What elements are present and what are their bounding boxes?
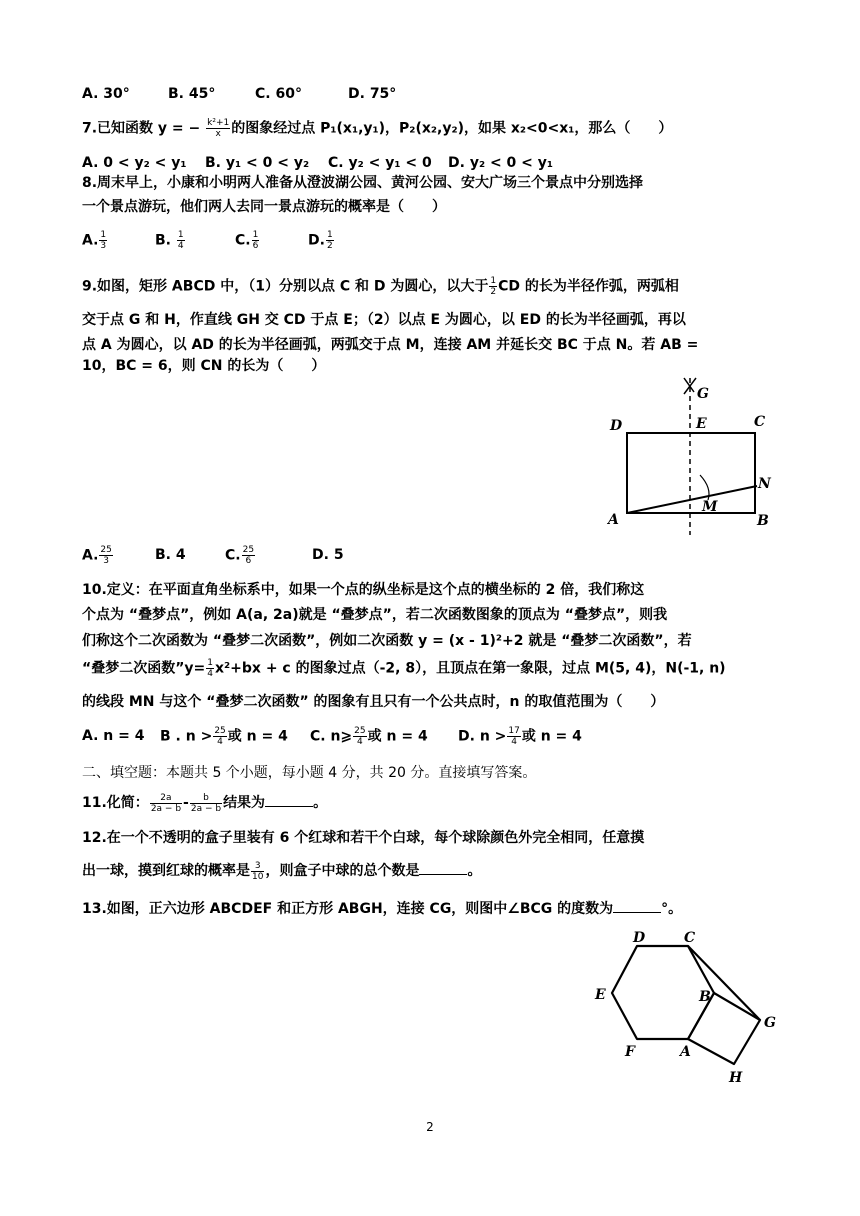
label-g: G — [697, 386, 709, 402]
q8-b-num: 1 — [177, 230, 184, 240]
page-number: 2 — [426, 1120, 434, 1134]
q9-option-d: D. 5 — [312, 547, 344, 563]
q12-line-1: 12.在一个不透明的盒子里装有 6 个红球和若干个白球，每个球除颜色外完全相同，任意摸 — [82, 830, 645, 846]
q10-option-c — [310, 726, 428, 747]
q12-line-2 — [82, 860, 481, 882]
q13-answer-blank[interactable] — [613, 898, 661, 913]
q8-option-a — [82, 230, 108, 251]
q6-option-a: A. 30° — [82, 86, 130, 102]
label-b: B — [699, 989, 711, 1005]
q10-line-4-b: x²+bx + c 的图象过点（-2, 8），且顶点在第一象限，过点 M(5, 4)，N(-1, n) — [215, 660, 726, 677]
q11-end: 。 — [313, 795, 328, 811]
q10-option-a: A. n = 4 — [82, 728, 145, 744]
q11-frac2-num: b — [190, 793, 222, 804]
q8-option-d-label: D. — [308, 232, 325, 249]
q10-frac-num: 1 — [207, 658, 213, 668]
q10-frac-den: 4 — [207, 669, 213, 679]
q10-b-den: 4 — [217, 737, 223, 747]
line-cg — [688, 946, 760, 1020]
q9-a-den: 3 — [103, 556, 110, 566]
q9-line-1-b: CD 的长为半径作弧，两弧相 — [498, 278, 679, 295]
q11-frac2-den: 2a − b — [190, 803, 222, 814]
label-m: M — [702, 499, 718, 515]
q8-option-b — [155, 230, 186, 251]
rectangle-abcd — [627, 433, 755, 513]
q9-line-4: 10，BC = 6，则 CN 的长为（ ） — [82, 358, 326, 374]
label-b: B — [757, 513, 769, 529]
label-e: E — [696, 416, 707, 432]
q13-stem — [82, 898, 682, 919]
label-d: D — [610, 418, 623, 434]
q7-option-d: D. y₂ < 0 < y₁ — [448, 155, 554, 171]
q8-a-den: 3 — [100, 241, 107, 251]
label-d: D — [633, 930, 646, 946]
q8-d-den: 2 — [326, 241, 333, 251]
q8-line-2: 一个景点游玩，他们两人去同一景点游玩的概率是（ ） — [82, 199, 446, 215]
q8-a-num: 1 — [100, 230, 107, 240]
q13-end: °。 — [661, 901, 683, 917]
label-a: A — [608, 512, 619, 528]
q11-frac1-num: 2a — [150, 793, 182, 804]
q9-line-1 — [82, 276, 679, 297]
q7-stem-post: 的图象经过点 P₁(x₁,y₁)，P₂(x₂,y₂)，如果 x₂<0<x₁，那么（ ） — [231, 120, 673, 137]
q6-option-b: B. 45° — [168, 86, 216, 102]
label-e: E — [595, 987, 606, 1003]
line-an — [627, 486, 757, 513]
label-a: A — [680, 1044, 691, 1060]
arc-g-1 — [684, 378, 694, 392]
q9-a-num: 25 — [100, 545, 112, 555]
q10-b-suffix: 或 n = 4 — [227, 728, 288, 745]
section-2-heading: 二、填空题：本题共 5 个小题，每小题 4 分，共 20 分。直接填写答案。 — [82, 765, 537, 781]
q12-frac-num: 3 — [251, 861, 264, 872]
label-h: H — [729, 1070, 743, 1086]
q9-line-3: 点 A 为圆心，以 AD 的长为半径画弧，两弧交于点 M，连接 AM 并延长交 BC 于点 N。若 AB = — [82, 337, 699, 353]
q10-line-4 — [82, 658, 726, 679]
q7-option-c: C. y₂ < y₁ < 0 — [328, 155, 432, 171]
q8-c-den: 6 — [252, 241, 259, 251]
q8-option-a-label: A. — [82, 232, 99, 249]
q7-frac-den: x — [215, 129, 221, 139]
q8-option-c-label: C. — [235, 232, 251, 249]
q8-option-b-label: B. — [155, 232, 176, 249]
q7-fraction — [206, 118, 230, 139]
q10-line-5: 的线段 MN 与这个 “叠梦二次函数” 的图象有且只有一个公共点时，n 的取值范围为（ ） — [82, 694, 665, 710]
q9-c-num: 25 — [242, 545, 255, 555]
q7-frac-num: k²+1 — [207, 118, 230, 128]
q11-pre: 11.化简： — [82, 795, 149, 811]
q9-option-a — [82, 545, 114, 566]
q11-stem — [82, 792, 327, 814]
label-f: F — [625, 1044, 635, 1060]
q10-c-num: 25 — [354, 726, 366, 736]
q10-c-suffix: 或 n = 4 — [367, 728, 428, 745]
q6-option-c: C. 60° — [255, 86, 302, 102]
q10-d-den: 4 — [511, 737, 517, 747]
q12-frac-den: 10 — [252, 871, 264, 882]
q13-pre: 13.如图，正六边形 ABCDEF 和正方形 ABGH，连接 CG，则图中∠BCG 的度数为 — [82, 901, 614, 917]
q10-d-prefix: D. n > — [458, 728, 507, 745]
label-g: G — [764, 1015, 776, 1031]
q10-option-b — [160, 726, 288, 747]
q9-option-c-label: C. — [225, 547, 241, 564]
q10-line-1: 10.定义：在平面直角坐标系中，如果一个点的纵坐标是这个点的横坐标的 2 倍，我们称这 — [82, 582, 645, 598]
label-c: C — [754, 414, 766, 430]
q8-b-den: 4 — [177, 241, 184, 251]
q11-answer-blank[interactable] — [265, 792, 313, 807]
q9-frac-num: 1 — [490, 276, 497, 286]
q7-stem — [82, 118, 672, 139]
q10-line-2: 个点为 “叠梦点”，例如 A(a, 2a)就是 “叠梦点”，若二次函数图象的顶点为 “叠梦点”，则我 — [82, 607, 668, 623]
q10-line-3: 们称这个二次函数为 “叠梦二次函数”，例如二次函数 y = (x - 1)²+2 就是 “叠梦二次函数”，若 — [82, 633, 692, 649]
q9-rectangle-figure — [600, 370, 785, 535]
q10-option-d — [458, 726, 582, 747]
q10-c-den: 4 — [357, 737, 363, 747]
q9-option-a-label: A. — [82, 547, 99, 564]
q9-option-c — [225, 545, 256, 566]
q7-stem-pre: 7.已知函数 y = − — [82, 120, 206, 137]
q8-c-num: 1 — [252, 230, 259, 240]
q9-line-1-a: 9.如图，矩形 ABCD 中，（1）分别以点 C 和 D 为圆心，以大于 — [82, 278, 489, 295]
label-n: N — [758, 476, 771, 492]
q9-frac-den: 2 — [490, 287, 497, 297]
q9-c-den: 6 — [245, 556, 252, 566]
q11-post: 结果为 — [223, 795, 266, 811]
q12-answer-blank[interactable] — [419, 860, 467, 875]
label-c: C — [684, 930, 696, 946]
q10-b-prefix: B . n > — [160, 728, 213, 745]
q12-line-2-b: ，则盒子中球的总个数是 — [265, 863, 420, 879]
q11-minus: - — [183, 795, 189, 811]
q13-hexagon-figure — [585, 925, 785, 1090]
q8-option-c — [235, 230, 260, 251]
q10-c-prefix: C. n⩾ — [310, 728, 353, 745]
q10-d-num: 17 — [508, 726, 520, 736]
q8-d-num: 1 — [326, 230, 333, 240]
q7-option-b: B. y₁ < 0 < y₂ — [205, 155, 310, 171]
q11-frac1-den: 2a − b — [150, 803, 182, 814]
q9-line-2: 交于点 G 和 H，作直线 GH 交 CD 于点 E；（2）以点 E 为圆心，以 ED 的长为半径画弧，再以 — [82, 312, 686, 328]
q6-option-d: D. 75° — [348, 86, 397, 102]
q10-b-num: 25 — [214, 726, 226, 736]
q10-d-suffix: 或 n = 4 — [521, 728, 582, 745]
q8-line-1: 8.周末早上，小康和小明两人准备从澄波湖公园、黄河公园、安大广场三个景点中分别选择 — [82, 175, 644, 191]
q9-option-b: B. 4 — [155, 547, 186, 563]
q12-end: 。 — [467, 863, 482, 879]
q12-line-2-a: 出一球，摸到红球的概率是 — [82, 863, 250, 879]
q8-option-d — [308, 230, 335, 251]
q7-option-a: A. 0 < y₂ < y₁ — [82, 155, 187, 171]
q10-line-4-a: “叠梦二次函数”y= — [82, 660, 206, 677]
